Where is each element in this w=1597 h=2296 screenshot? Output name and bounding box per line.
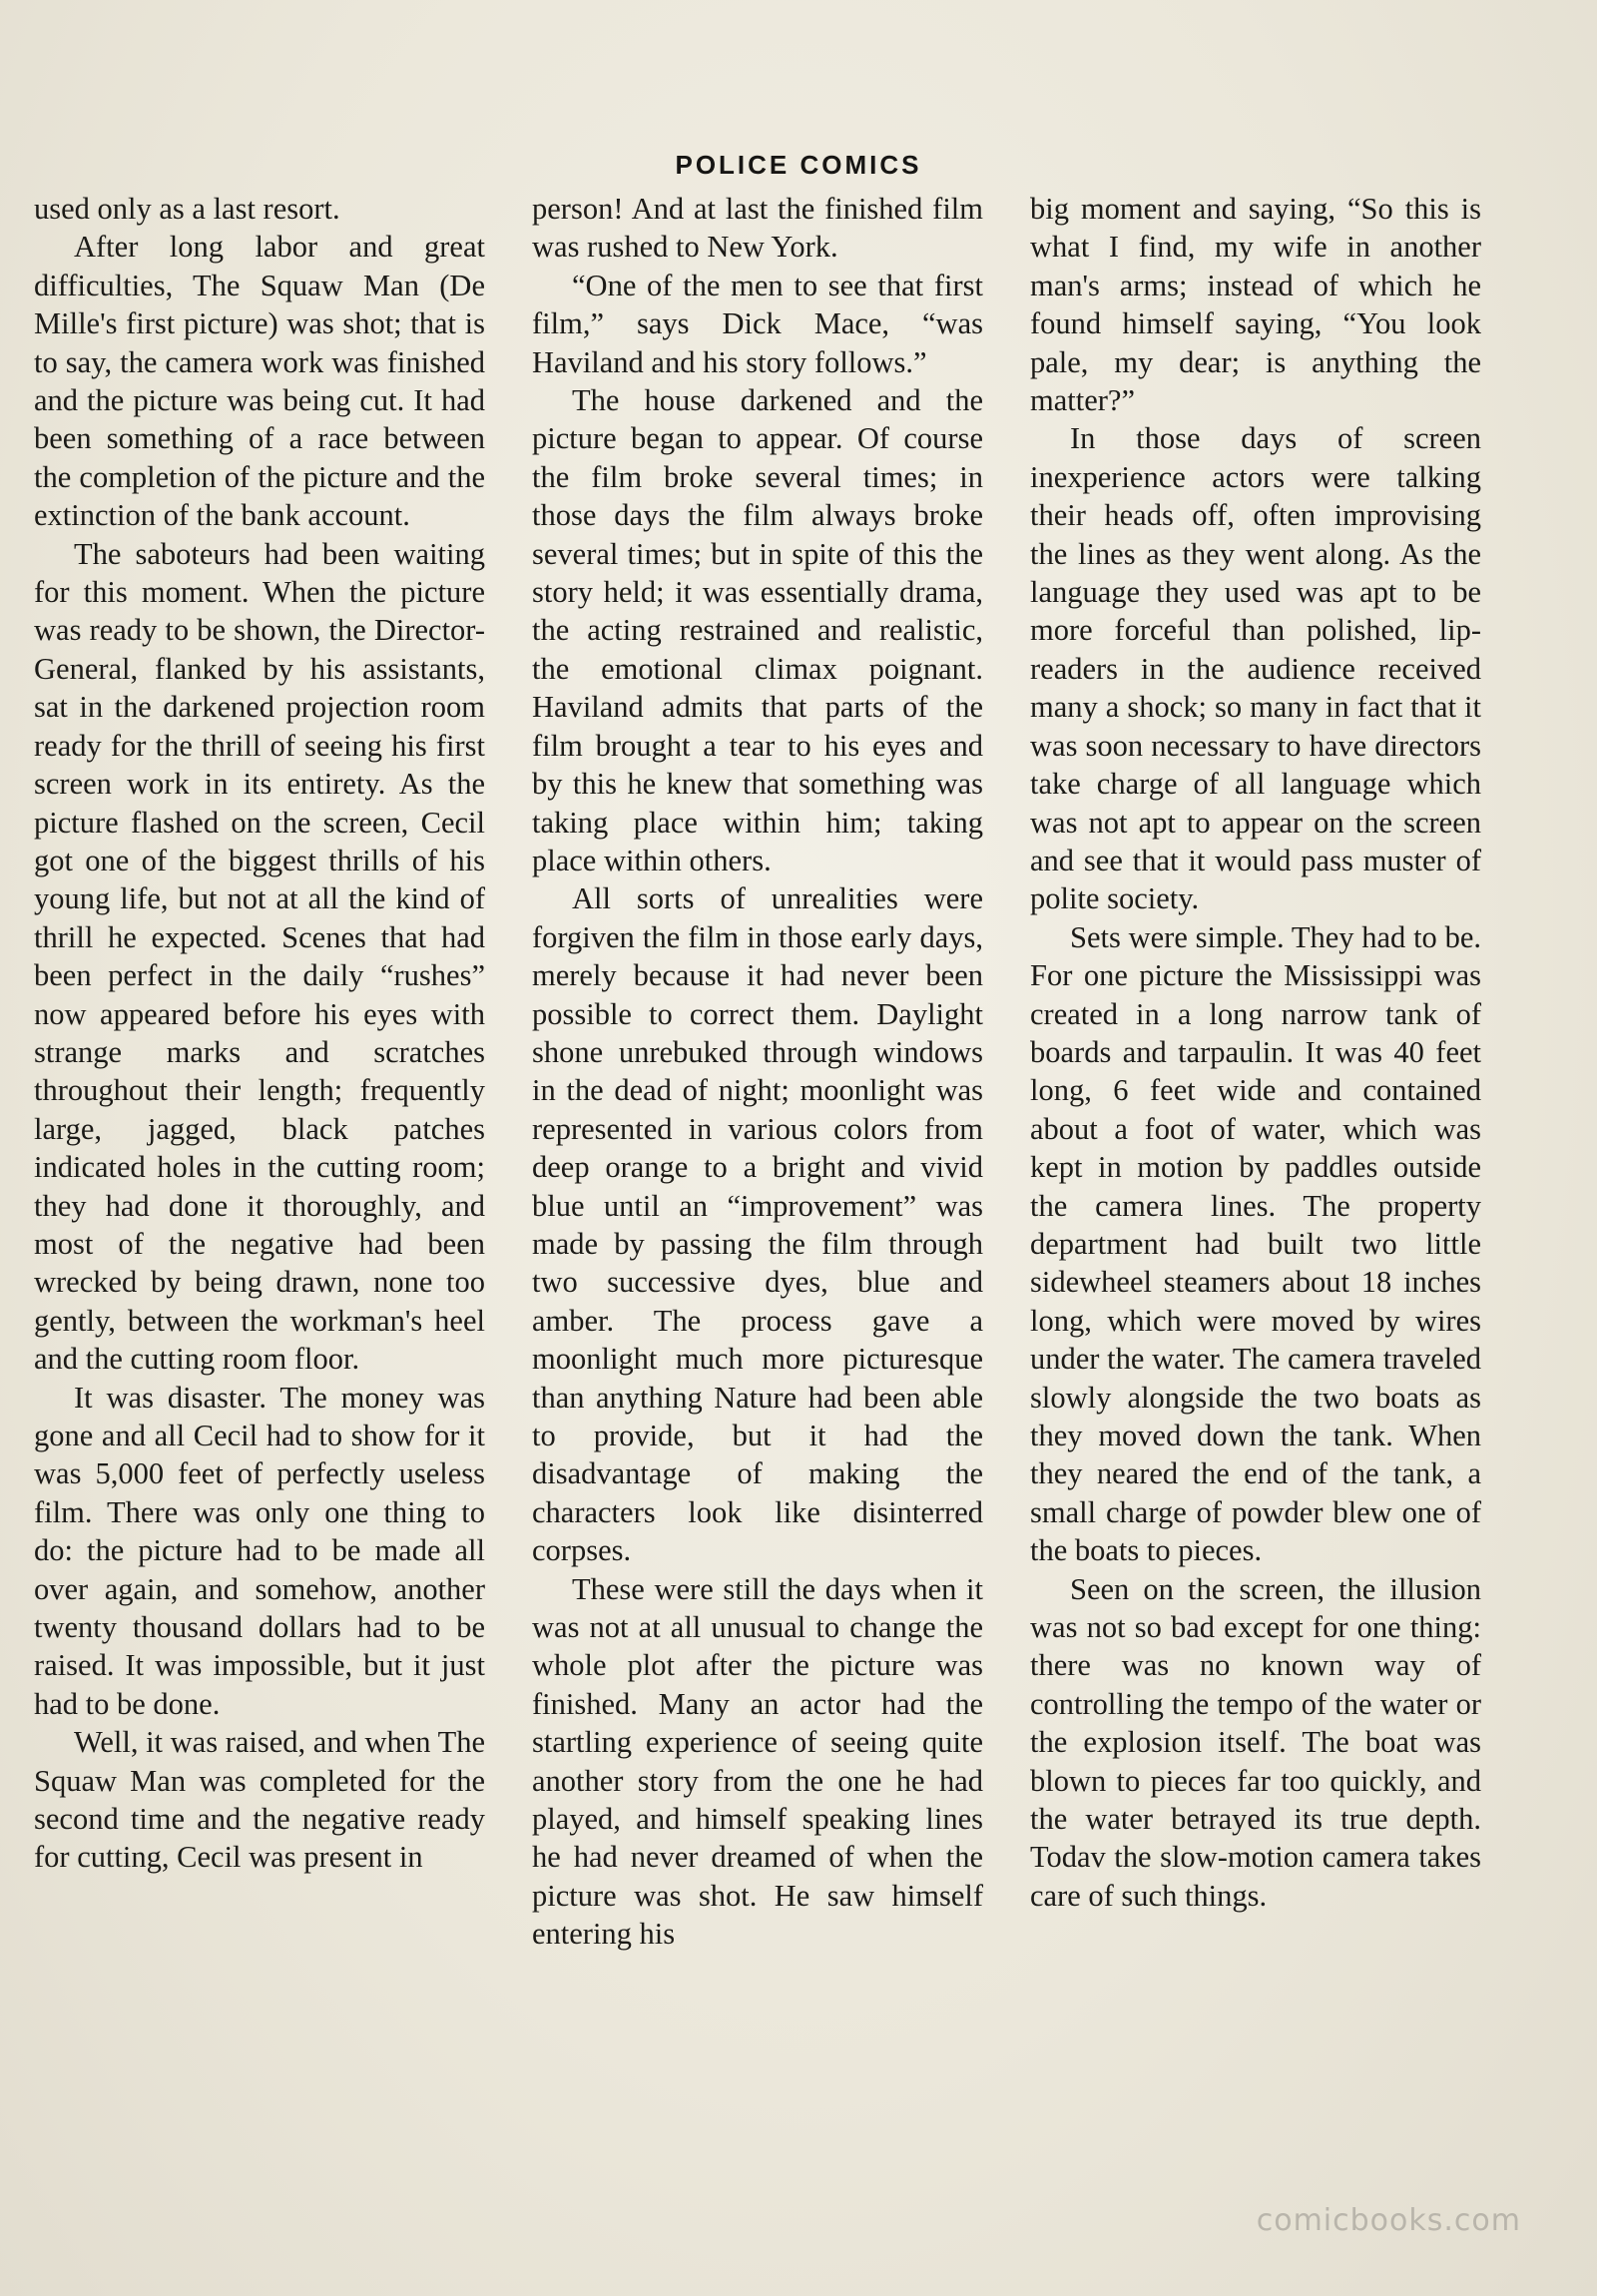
- paragraph: After long labor and great difficulties, The Squaw Man (De Mille's first picture) was shot; that is to say, the camera work was finished and the picture was being cut. It had been something of a race between the completion of the picture and the extinction of the bank account.: [34, 230, 485, 533]
- paragraph: It was disaster. The money was gone and all Cecil had to show for it was 5,000 feet of perfectly useless film. There was only one thing to do: the picture had to be made all over again, and somehow, another twenty thousand dollars had to be raised. It was impossible, but it just had to be done.: [34, 1380, 485, 1721]
- paragraph: In those days of screen inexperience actors were talking their heads off, often improvising the lines as they went along. As the language they used was apt to be more forceful than polished, lip-readers in the audience received many a shock; so many in fact that it was soon necessary to have directors take charge of all language which was not apt to appear on the screen and see that it would pass muster of polite society.: [1030, 421, 1481, 916]
- paragraph: “One of the men to see that first film,” says Dick Mace, “was Haviland and his story follows.”: [532, 268, 983, 379]
- paragraph: Sets were simple. They had to be. For one picture the Mississippi was created in a long narrow tank of boards and tarpaulin. It was 40 feet long, 6 feet wide and contained about a foot of water, which was kept in motion by paddles outside the camera lines. The property department had built two little sidewheel steamers about 18 inches long, which were moved by wires under the water. The camera traveled slowly alongside the two boats as they moved down the tank. When they neared the end of the tank, a small charge of powder blew one of the boats to pieces.: [1030, 919, 1481, 1568]
- article-columns: [34, 190, 1481, 2196]
- paragraph: These were still the days when it was not at all unusual to change the whole plot after the picture was finished. Many an actor had the startling experience of seeing quite another story from the one he had played, and himself speaking lines he had never dreamed of when the picture was shot. He saw himself entering his: [532, 1571, 983, 1952]
- column-2: [532, 190, 983, 2196]
- paragraph: All sorts of unrealities were forgiven the film in those early days, merely because it had never been possible to correct them. Daylight shone unrebuked through windows in the dead of night; moonlight was represented in various colors from deep orange to a bright and vivid blue until an “improvement” was made by passing the film through two successive dyes, blue and amber. The process gave a moonlight much more picturesque than anything Nature had been able to provide, but it had the disadvantage of making the characters look like disinterred corpses.: [532, 881, 983, 1568]
- column-1: [34, 190, 485, 2196]
- paragraph: The saboteurs had been waiting for this moment. When the picture was ready to be shown, the Director-General, flanked by his assistants, sat in the darkened projection room ready for the thrill of seeing his first screen work in its entirety. As the picture flashed on the screen, Cecil got one of the biggest thrills of his young life, but not at all the kind of thrill he expected. Scenes that had been perfect in the daily “rushes” now appeared before his eyes with strange marks and scratches throughout their length; frequently large, jagged, black patches indicated holes in the cutting room; they had done it thoroughly, and most of the negative had been wrecked by being drawn, none too gently, between the workman's heel and the cutting room floor.: [34, 536, 485, 1377]
- paragraph: person! And at last the finished film was rushed to New York.: [532, 192, 983, 265]
- paragraph: Seen on the screen, the illusion was not so bad except for one thing: there was no known way of controlling the tempo of the water or the explosion itself. The boat was blown to pieces far too quickly, and the water betrayed its true depth. Todav the slow-motion camera takes care of such things.: [1030, 1571, 1481, 1913]
- paragraph: Well, it was raised, and when The Squaw Man was completed for the second time and the negative ready for cutting, Cecil was present in: [34, 1725, 486, 1875]
- paragraph: big moment and saying, “So this is what I find, my wife in another man's arms; instead of which he found himself saying, “You look pale, my dear; is anything the matter?”: [1030, 192, 1481, 418]
- column-3: [1030, 190, 1481, 2196]
- paragraph: The house darkened and the picture began to appear. Of course the film broke several times; in those days the film always broke several times; but in spite of this the story held; it was essentially drama, the acting restrained and realistic, the emotional climax poignant. Haviland admits that parts of the film brought a tear to his eyes and by this he knew that something was taking place within him; taking place within others.: [532, 383, 983, 877]
- running-header: POLICE COMICS: [675, 150, 922, 180]
- site-watermark: comicbooks.com: [1256, 2203, 1521, 2238]
- paragraph: used only as a last resort.: [34, 192, 340, 226]
